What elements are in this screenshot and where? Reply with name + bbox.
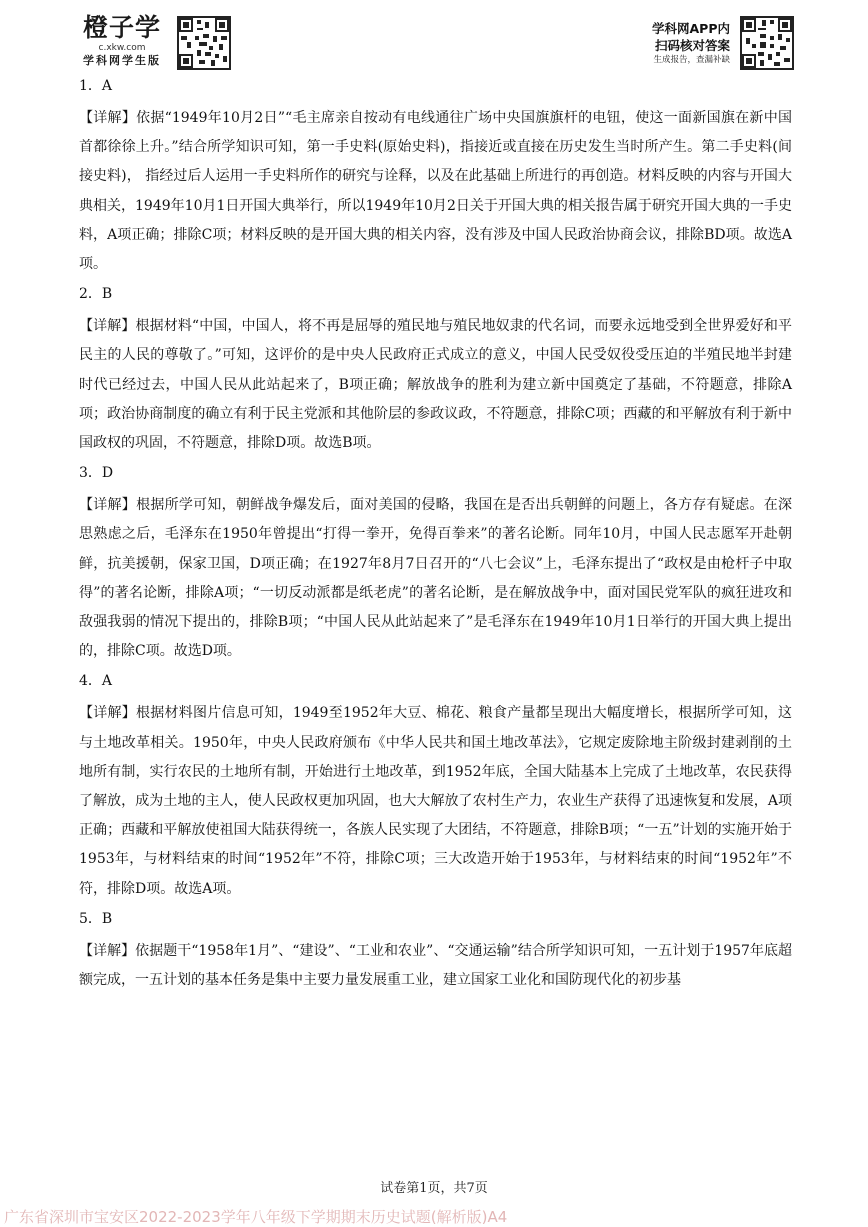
- explanation-text: 根据材料图片信息可知，1949至1952年大豆、棉花、粮食产量都呈现出大幅度增长，根据所学可知，这与土地改革相关。1950年，中央人民政府颁布《中华人民共和国土地改革法》，它规定废除地主阶级封建剥削的土地所有制，实行农民的土地所有制，开始进行土地改革，到1952年底，全国大陆基本上完成了土地改革，农民获得了解放，成为土地的主人，使人民政权更加巩固，也大大解放了农村生产力，农业生产获得了迅速恢复和发展，A项正确；西藏和平解放使祖国大陆获得统一，各族人民实现了大团结，不符题意，排除B项；“一五”计划的实施开始于1953年，与材料结束的时间“1952年”不符，排除C项；三大改造开始于1953年，与材料结束的时间“1952年”不符，排除D项。故选A项。: [79, 705, 793, 897]
- qr-code-icon[interactable]: [740, 16, 794, 70]
- question-number: 2．B: [79, 286, 113, 303]
- detail-tag: 【详解】: [79, 318, 136, 335]
- page-footer: 试卷第1页，共7页: [380, 1181, 488, 1196]
- detail-tag: 【详解】: [79, 110, 137, 126]
- question-number: 4．A: [79, 673, 113, 690]
- question-number: 3．D: [79, 465, 114, 482]
- question-explanation: [79, 937, 792, 995]
- question-block: [79, 76, 792, 279]
- logo-subtitle: 学科网学生版: [83, 54, 161, 67]
- question-explanation: [79, 491, 792, 666]
- document-watermark: 广东省深圳市宝安区2022-2023学年八年级下学期期末历史试题(解析版)A4: [4, 1208, 508, 1226]
- promo-line-2: 扫码核对答案: [654, 38, 730, 53]
- answer-content: [79, 76, 792, 1000]
- detail-tag: 【详解】: [79, 497, 137, 514]
- question-block: [79, 909, 792, 995]
- question-number: 5．B: [79, 910, 113, 927]
- brand-logo[interactable]: [72, 14, 172, 68]
- qr-code-icon[interactable]: [177, 16, 231, 70]
- explanation-text: 依据“1949年10月2日”“毛主席亲自按动有电线通往广场中央国旗旗杆的电钮，使这一面新国旗在新中国首都徐徐上升。”结合所学知识可知，第一手史料(原始史料)，指接近或直接在历史发生当时所产生。第二手史料(间接史料)， 指经过后人运用一手史料所作的研究与诠释，以及在此基础上所进行的再创造。材料反映的内容与开国大典相关，1949年10月1日开国大典举行，所以1949年10月2日关于开国大典的相关报告属于研究开国大典的一手史料，A项正确；排除C项；材料反映的是开国大典的相关内容，没有涉及中国人民政治协商会议，排除BD项。故选A项。: [79, 110, 792, 273]
- app-promo: [652, 20, 730, 67]
- explanation-text: 依据题干“1958年1月”、“建设”、“工业和农业”、“交通运输”结合所学知识可知，一五计划于1957年底超额完成，一五计划的基本任务是集中主要力量发展重工业，建立国家工业化和国防现代化的初步基: [79, 942, 793, 989]
- detail-tag: 【详解】: [79, 942, 136, 959]
- logo-domain-text: c.xkw.com: [98, 43, 146, 53]
- question-explanation: [79, 699, 792, 903]
- question-block: [79, 463, 792, 666]
- question-explanation: [79, 104, 792, 279]
- question-block: [79, 671, 792, 903]
- explanation-text: 根据材料“中国，中国人，将不再是屈辱的殖民地与殖民地奴隶的代名词，而要永远地受到全世界爱好和平民主的人民的尊敬了。”可知，这评价的是中央人民政府正式成立的意义，中国人民受奴役受压迫的半殖民地半封建时代已经过去，中国人民从此站起来了，B项正确；解放战争的胜利为建立新中国奠定了基础，不符题意，排除A项；政治协商制度的确立有利于民主党派和其他阶层的参政议政，不符题意，排除C项；西藏的和平解放有利于新中国政权的巩固，不符题意，排除D项。故选B项。: [79, 318, 792, 452]
- question-explanation: [79, 312, 792, 458]
- question-block: [79, 284, 792, 458]
- explanation-text: 根据所学可知，朝鲜战争爆发后，面对美国的侵略，我国在是否出兵朝鲜的问题上，各方存有疑虑。在深思熟虑之后，毛泽东在1950年曾提出“打得一拳开，免得百拳来”的著名论断。同年10月，中国人民志愿军开赴朝鲜，抗美援朝，保家卫国，D项正确；在1927年8月7日召开的“八七会议”上，毛泽东提出了“政权是由枪杆子中取得”的著名论断，排除A项；“一切反动派都是纸老虎”的著名论断，是在解放战争中，面对国民党军队的疯狂进攻和敌强我弱的情况下提出的，排除B项；“中国人民从此站起来了”是毛泽东在1949年10月1日举行的开国大典上提出的，排除C项。故选D项。: [79, 497, 792, 660]
- promo-line-3: 生成报告，查漏补缺: [653, 55, 730, 65]
- logo-brand-text: 橙子学: [82, 13, 161, 42]
- promo-line-1: 学科网APP内: [652, 21, 730, 36]
- detail-tag: 【详解】: [79, 705, 137, 722]
- page-header: [0, 0, 868, 80]
- question-number: 1．A: [79, 78, 113, 94]
